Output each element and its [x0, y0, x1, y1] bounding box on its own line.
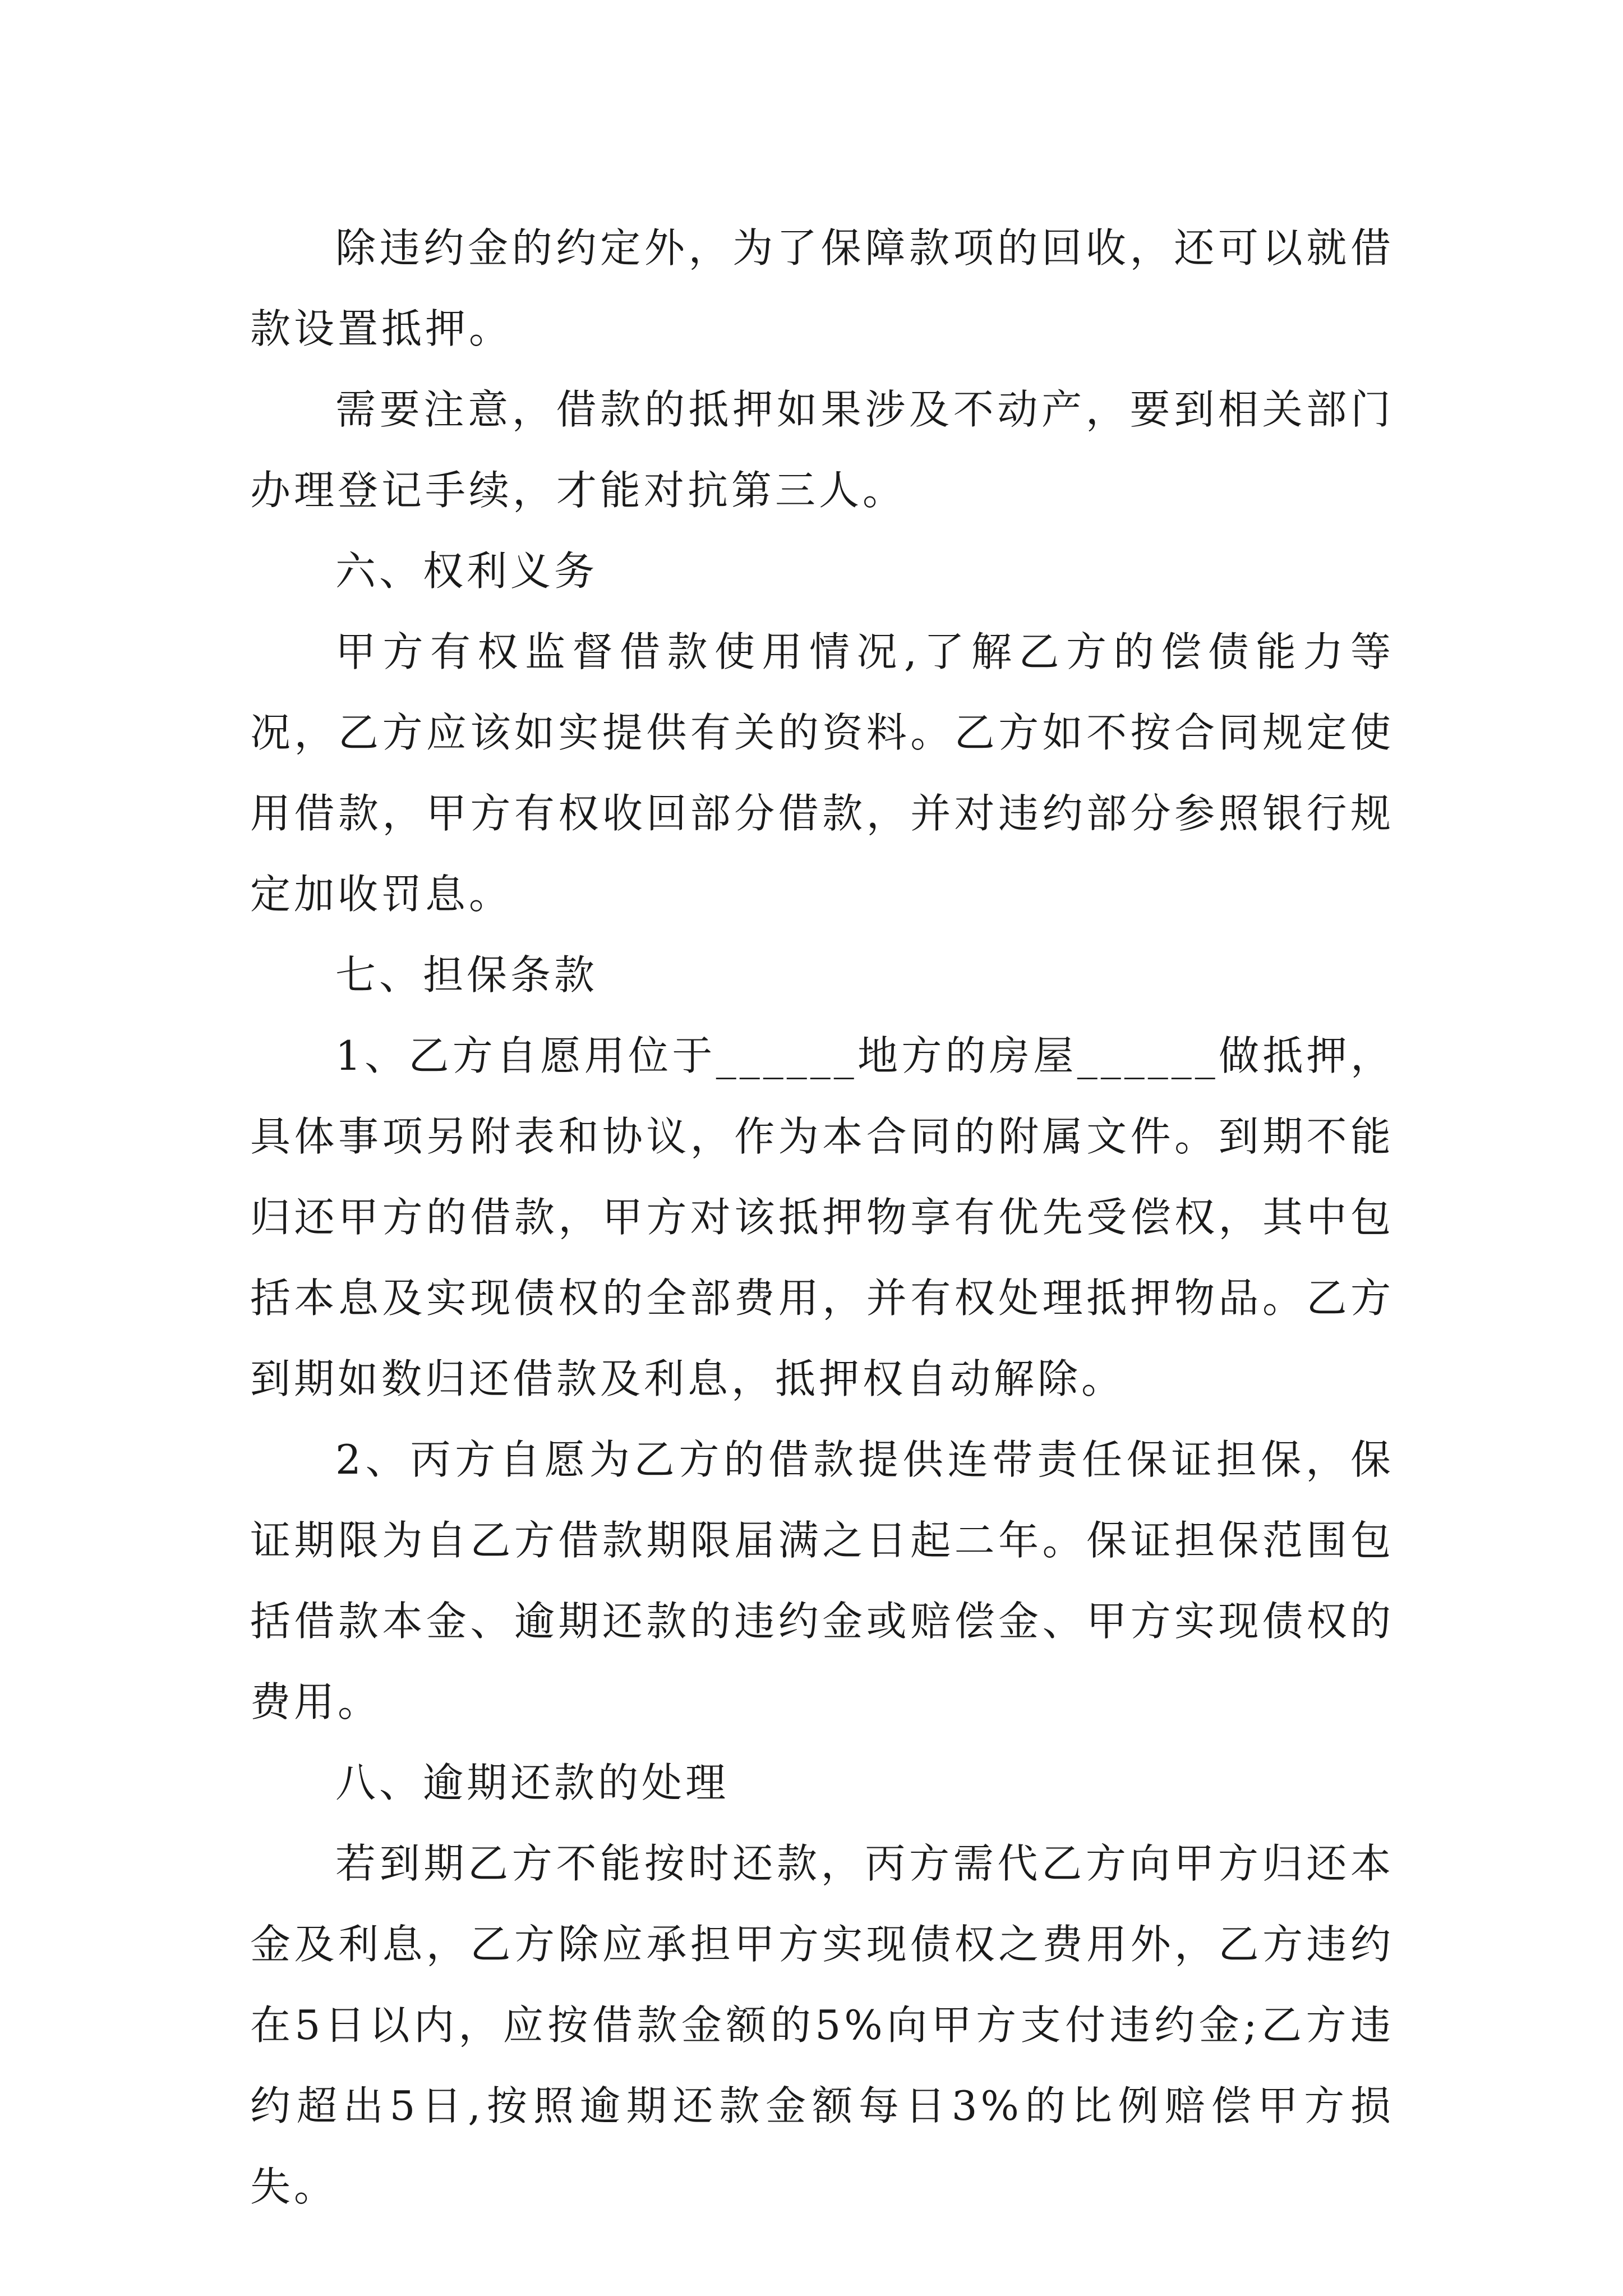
paragraph-guarantee-1: 1、乙方自愿用位于______地方的房屋______做抵押，具体事项另附表和协议，作为本合同的附属文件。到期不能归还甲方的借款，甲方对该抵押物享有优先受偿权，其中包括本息及实现债权的全部费用，并有权处理抵押物品。乙方到期如数归还借款及利息，抵押权自动解除。 — [250, 1032, 1394, 1402]
paragraph-guarantee-2: 2、丙方自愿为乙方的借款提供连带责任保证担保，保证期限为自乙方借款期限届满之日起二年。保证担保范围包括借款本金、逾期还款的违约金或赔偿金、甲方实现债权的费用。 — [250, 1436, 1394, 1726]
paragraph-rights-obligations: 甲方有权监督借款使用情况,了解乙方的偿债能力等况，乙方应该如实提供有关的资料。乙方如不按合同规定使用借款，甲方有权收回部分借款，并对违约部分参照银行规定加收罚息。 — [250, 628, 1394, 918]
paragraph-overdue: 若到期乙方不能按时还款，丙方需代乙方向甲方归还本金及利息，乙方除应承担甲方实现债权之费用外，乙方违约在5日以内，应按借款金额的5%向甲方支付违约金;乙方违约超出5日,按照逾期还款金额每日3%的比例赔偿甲方损失。 — [250, 1840, 1394, 2210]
paragraph-mortgage-intro: 除违约金的约定外，为了保障款项的回收，还可以就借款设置抵押。 — [250, 224, 1394, 352]
section-heading-guarantee: 七、担保条款 — [335, 951, 598, 999]
paragraph-mortgage-note: 需要注意，借款的抵押如果涉及不动产，要到相关部门办理登记手续，才能对抗第三人。 — [250, 386, 1394, 514]
section-heading-rights-obligations: 六、权利义务 — [335, 547, 598, 595]
document-body — [250, 208, 1394, 2227]
section-heading-overdue: 八、逾期还款的处理 — [335, 1759, 730, 1806]
